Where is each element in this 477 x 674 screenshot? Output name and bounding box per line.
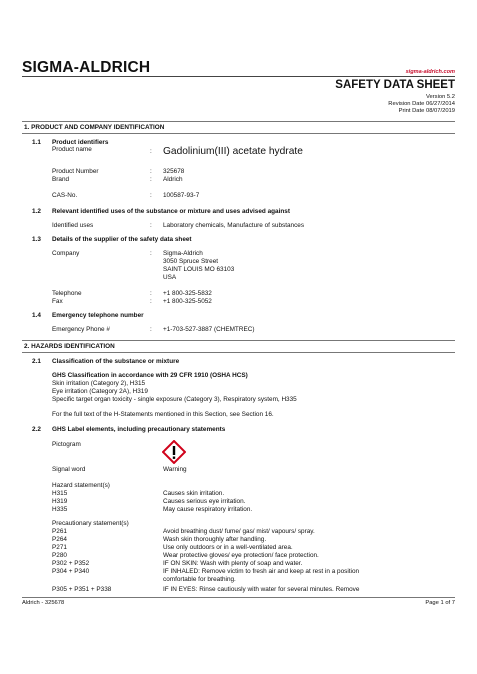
subsection-1-1-number: 1.1: [32, 139, 41, 146]
precaution-text: IF IN EYES: Rinse cautiously with water for several minutes. Remove: [163, 586, 360, 593]
colon: :: [150, 176, 152, 183]
classification-item: Eye irritation (Category 2A), H319: [52, 388, 148, 395]
print-date: Print Date 08/07/2019: [398, 108, 455, 114]
signal-word: Warning: [163, 466, 187, 473]
colon: :: [150, 250, 152, 257]
pictogram-label: Pictogram: [52, 441, 81, 448]
version: Version 5.2: [425, 94, 455, 100]
header-divider: [22, 76, 455, 77]
company-label: Company: [52, 250, 80, 257]
classification-item: Specific target organ toxicity - single exposure (Category 3), Respiratory system, H335: [52, 396, 297, 403]
colon: :: [150, 192, 152, 199]
emergency-phone: +1-703-527-3887 (CHEMTREC): [163, 326, 255, 333]
colon: :: [150, 298, 152, 305]
hazard-text: Causes serious eye irritation.: [163, 498, 246, 505]
subsection-1-1-title: Product identifiers: [52, 139, 109, 146]
hazard-code: H335: [52, 506, 68, 513]
precaution-text: IF INHALED: Remove victim to fresh air and keep at rest in a position: [163, 568, 360, 575]
hazard-code: H315: [52, 490, 68, 497]
section2-bottom-rule: [22, 352, 455, 353]
company-line: 3050 Spruce Street: [163, 258, 219, 265]
product-number-label: Product Number: [52, 168, 99, 175]
cas-number: 100587-93-7: [163, 192, 200, 199]
subsection-1-4-title: Emergency telephone number: [52, 312, 144, 319]
subsection-2-2-number: 2.2: [32, 426, 41, 433]
precaution-text: Wash skin thoroughly after handling.: [163, 536, 267, 543]
precaution-text: Avoid breathing dust/ fume/ gas/ mist/ vapours/ spray.: [163, 528, 315, 535]
brand-label: Brand: [52, 176, 70, 183]
precaution-code: P305 + P351 + P338: [52, 586, 112, 593]
product-number: 325678: [163, 168, 185, 175]
subsection-1-3-number: 1.3: [32, 236, 41, 243]
subsection-1-4-number: 1.4: [32, 312, 41, 319]
subsection-2-1-title: Classification of the substance or mixture: [52, 358, 180, 365]
precaution-code: P264: [52, 536, 67, 543]
emergency-phone-label: Emergency Phone #: [52, 326, 110, 333]
footer-rule: [22, 597, 455, 598]
ghs-classification-title: GHS Classification in accordance with 29 CFR 1910 (OSHA HCS): [52, 372, 248, 379]
fax: +1 800-325-5052: [163, 298, 212, 305]
hazard-text: Causes skin irritation.: [163, 490, 225, 497]
precaution-text: Use only outdoors or in a well-ventilated area.: [163, 544, 293, 551]
colon: :: [150, 326, 152, 333]
precaution-code: P302 + P352: [52, 560, 90, 567]
hazard-statements-label: Hazard statement(s): [52, 482, 110, 489]
exclamation-mark-diamond-icon: [162, 440, 186, 464]
precaution-text-continued: comfortable for breathing.: [163, 576, 236, 583]
section1-top-rule: [22, 121, 455, 122]
full-text-note: For the full text of the H-Statements mentioned in this Section, see Section 16.: [52, 411, 274, 418]
precaution-code: P271: [52, 544, 67, 551]
colon: :: [150, 222, 152, 229]
hazard-text: May cause respiratory irritation.: [163, 506, 253, 513]
subsection-1-2-title: Relevant identified uses of the substance or mixture and uses advised against: [52, 208, 290, 215]
footer-product: Aldrich - 325678: [22, 600, 65, 606]
fax-label: Fax: [52, 298, 63, 305]
telephone-label: Telephone: [52, 290, 82, 297]
colon: :: [150, 290, 152, 297]
company-line: SAINT LOUIS MO 63103: [163, 266, 235, 273]
hazard-code: H319: [52, 498, 68, 505]
document-title: SAFETY DATA SHEET: [335, 79, 455, 91]
colon: :: [150, 168, 152, 175]
section2-heading: 2. HAZARDS IDENTIFICATION: [24, 343, 115, 350]
cas-label: CAS-No.: [52, 192, 78, 199]
telephone: +1 800-325-5832: [163, 290, 212, 297]
product-name: Gadolinium(III) acetate hydrate: [163, 146, 303, 157]
section1-bottom-rule: [22, 133, 455, 134]
precaution-text: IF ON SKIN: Wash with plenty of soap and water.: [163, 560, 303, 567]
subsection-1-3-title: Details of the supplier of the safety data sheet: [52, 236, 192, 243]
section2-top-rule: [22, 340, 455, 341]
product-name-label: Product name: [52, 146, 92, 153]
classification-item: Skin irritation (Category 2), H315: [52, 380, 146, 387]
subsection-2-1-number: 2.1: [32, 358, 41, 365]
colon: :: [150, 148, 152, 155]
company-logo: SIGMA-ALDRICH: [22, 59, 151, 76]
precaution-code: P280: [52, 552, 67, 559]
precaution-code: P304 + P340: [52, 568, 90, 575]
section1-heading: 1. PRODUCT AND COMPANY IDENTIFICATION: [24, 124, 165, 131]
precaution-text: Wear protective gloves/ eye protection/ face protection.: [163, 552, 319, 559]
website-link[interactable]: sigma-aldrich.com: [405, 69, 455, 75]
company-line: USA: [163, 274, 177, 281]
company-line: Sigma-Aldrich: [163, 250, 203, 257]
precaution-code: P261: [52, 528, 67, 535]
precautionary-statements-label: Precautionary statement(s): [52, 520, 129, 527]
subsection-2-2-title: GHS Label elements, including precautionary statements: [52, 426, 226, 433]
page-number: Page 1 of 7: [425, 600, 455, 606]
signal-word-label: Signal word: [52, 466, 86, 473]
brand: Aldrich: [163, 176, 183, 183]
identified-uses-label: Identified uses: [52, 222, 94, 229]
identified-uses: Laboratory chemicals, Manufacture of substances: [163, 222, 305, 229]
revision-date: Revision Date 06/27/2014: [388, 101, 455, 107]
subsection-1-2-number: 1.2: [32, 208, 41, 215]
